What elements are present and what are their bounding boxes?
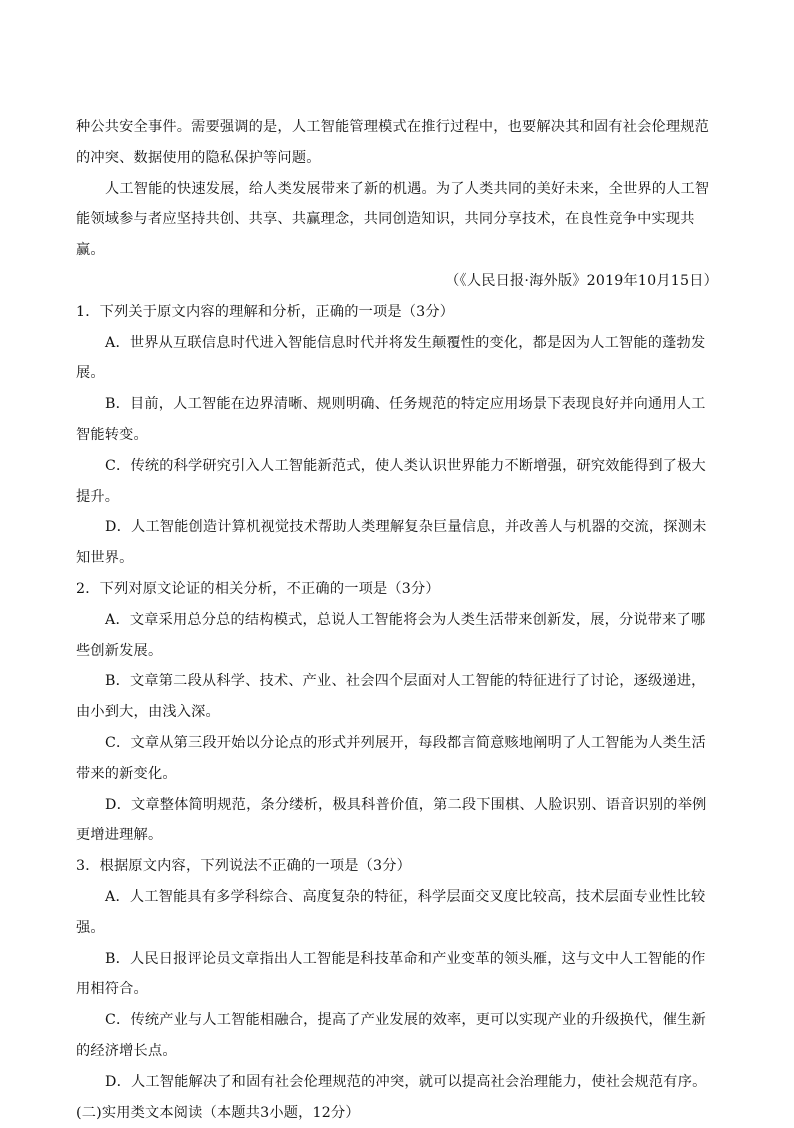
option-d: D．文章整体简明规范，条分缕析，极具科普价值，第二段下围棋、人脸识别、语音识别的举例更增进理解。	[76, 790, 718, 852]
option-c: C．传统产业与人工智能相融合，提高了产业发展的效率，更可以实现产业的升级换代，催生新的经济增长点。	[76, 1005, 718, 1067]
article-paragraph-continued: 种公共安全事件。需要强调的是，人工智能管理模式在推行过程中，也要解决其和固有社会伦理规范的冲突、数据使用的隐私保护等问题。	[76, 112, 718, 174]
question-stem: 3．根据原文内容，下列说法不正确的一项是（3分）	[76, 851, 718, 882]
question-stem: 1．下列关于原文内容的理解和分析，正确的一项是（3分）	[76, 297, 718, 328]
option-b: B．文章第二段从科学、技术、产业、社会四个层面对人工智能的特征进行了讨论，逐级递进，由小到大，由浅入深。	[76, 666, 718, 728]
question-stem: 2．下列对原文论证的相关分析，不正确的一项是（3分）	[76, 574, 718, 605]
article-source-citation: （《人民日报·海外版》2019年10月15日）	[76, 266, 718, 297]
question-3	[76, 851, 718, 1097]
option-a: A．人工智能具有多学科综合、高度复杂的特征，科学层面交叉度比较高，技术层面专业性比较强。	[76, 882, 718, 944]
option-d: D．人工智能创造计算机视觉技术帮助人类理解复杂巨量信息，并改善人与机器的交流，探测未知世界。	[76, 512, 718, 574]
option-d: D．人工智能解决了和固有社会伦理规范的冲突，就可以提高社会治理能力，使社会规范有序。	[76, 1067, 718, 1098]
option-c: C．传统的科学研究引入人工智能新范式，使人类认识世界能力不断增强，研究效能得到了极大提升。	[76, 451, 718, 513]
option-b: B．目前，人工智能在边界清晰、规则明确、任务规范的特定应用场景下表现良好并向通用人工智能转变。	[76, 389, 718, 451]
question-2	[76, 574, 718, 851]
page-content	[76, 112, 718, 1128]
article-paragraph-conclusion: 人工智能的快速发展，给人类发展带来了新的机遇。为了人类共同的美好未来，全世界的人工智能领域参与者应坚持共创、共享、共赢理念，共同创造知识，共同分享技术，在良性竞争中实现共赢。	[76, 174, 718, 266]
question-1	[76, 297, 718, 574]
option-a: A．世界从互联信息时代进入智能信息时代并将发生颠覆性的变化，都是因为人工智能的蓬勃发展。	[76, 328, 718, 390]
section-heading: (二)实用类文本阅读（本题共3小题，12分）	[76, 1098, 718, 1128]
option-b: B．人民日报评论员文章指出人工智能是科技革命和产业变革的领头雁，这与文中人工智能的作用相符合。	[76, 944, 718, 1006]
option-c: C．文章从第三段开始以分论点的形式并列展开，每段都言简意赅地阐明了人工智能为人类生活带来的新变化。	[76, 728, 718, 790]
option-a: A．文章采用总分总的结构模式，总说人工智能将会为人类生活带来创新发，展，分说带来了哪些创新发展。	[76, 605, 718, 667]
